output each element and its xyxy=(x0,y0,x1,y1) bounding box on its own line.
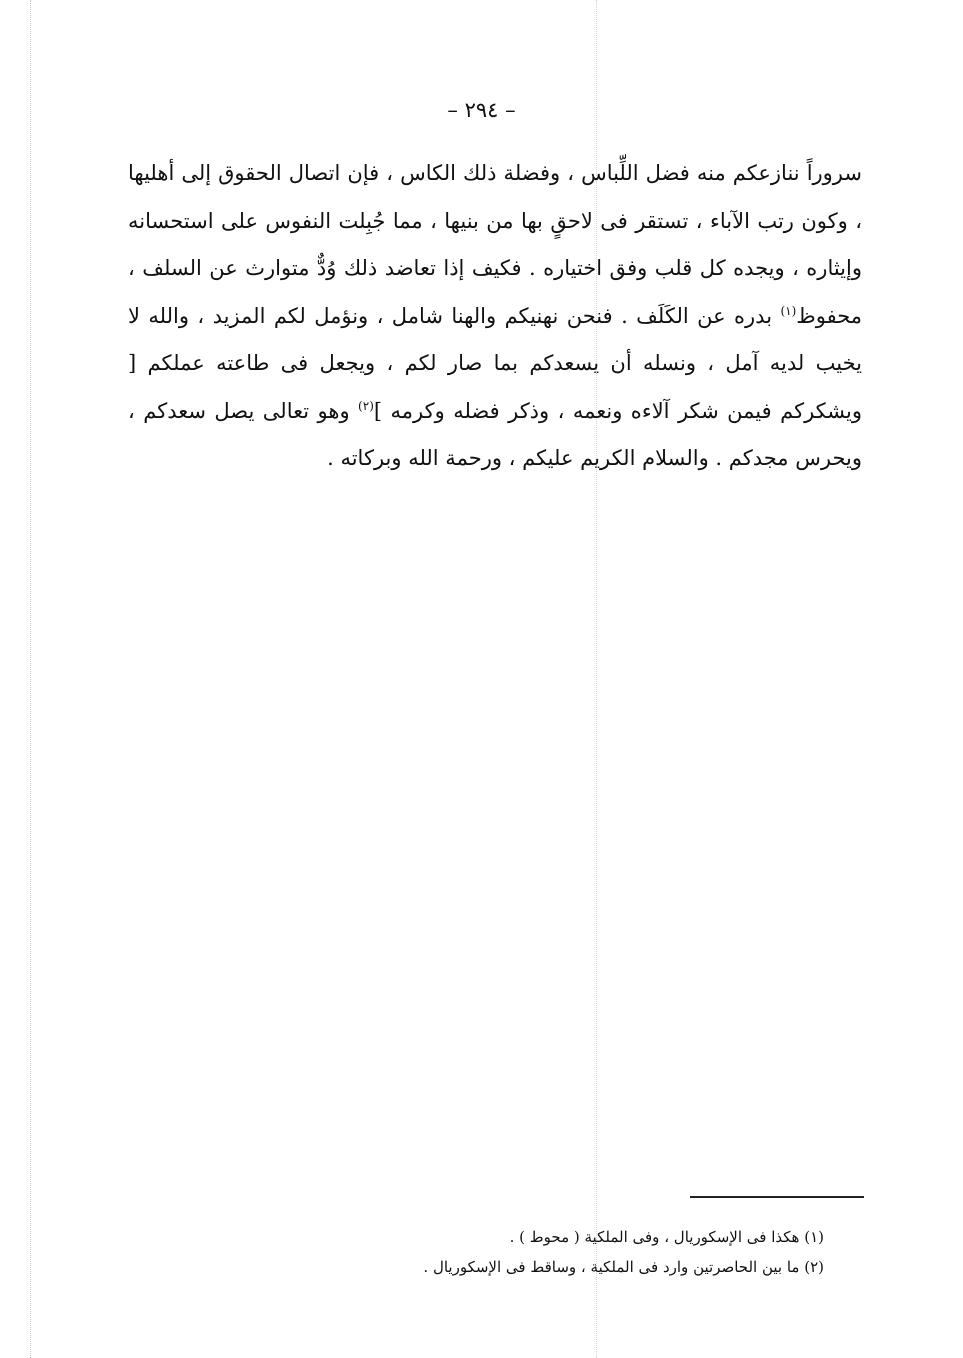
page-number: – ٢٩٤ – xyxy=(447,98,516,122)
footnote-2: (٢) ما بين الحاصرتين وارد فى الملكية ، وساقط فى الإسكوريال . xyxy=(423,1258,824,1276)
footnote-divider xyxy=(690,1196,864,1198)
footnote-marker-1: (١) xyxy=(780,303,797,318)
body-paragraph xyxy=(128,150,862,483)
body-text-part: وهو تعالى يصل سعدكم ، ويحرس مجدكم . والسلام الكريم عليكم ، ورحمة الله وبركاته . xyxy=(128,398,862,470)
body-text-part: سروراً ننازعكم منه فضل اللِّباس ، وفضلة ذلك الكاس ، فإن اتصال الحقوق إلى أهليها ، وكون رتب الآباء ، تستقر فى لاحقٍ بها من بنيها ، مما جُبِلت النفوس على استحسانه وإيثاره ، ويجده كل قلب وفق اختياره . فكيف إذا تعاضد ذلك وُدٌّ متوارث عن السلف ، محفوظ xyxy=(128,161,862,328)
footnotes-section xyxy=(300,1222,824,1282)
footnote-marker-2: (٢) xyxy=(358,398,374,413)
footnote-1: (١) هكذا فى الإسكوريال ، وفى الملكية ( محوط ) . xyxy=(509,1228,824,1246)
scan-artifact-line xyxy=(30,0,31,1358)
body-text-part: بدره عن الكَلَف . فنحن نهنيكم والهنا شامل ، ونؤمل لكم المزيد ، والله لا يخيب لديه آمل ، ونسله أن يسعدكم بما صار لكم ، ويجعل فى طاعته عملكم [ ويشكركم فيمن شكر آلاءه ونعمه ، وذكر فضله وكرمه ] xyxy=(128,303,862,423)
